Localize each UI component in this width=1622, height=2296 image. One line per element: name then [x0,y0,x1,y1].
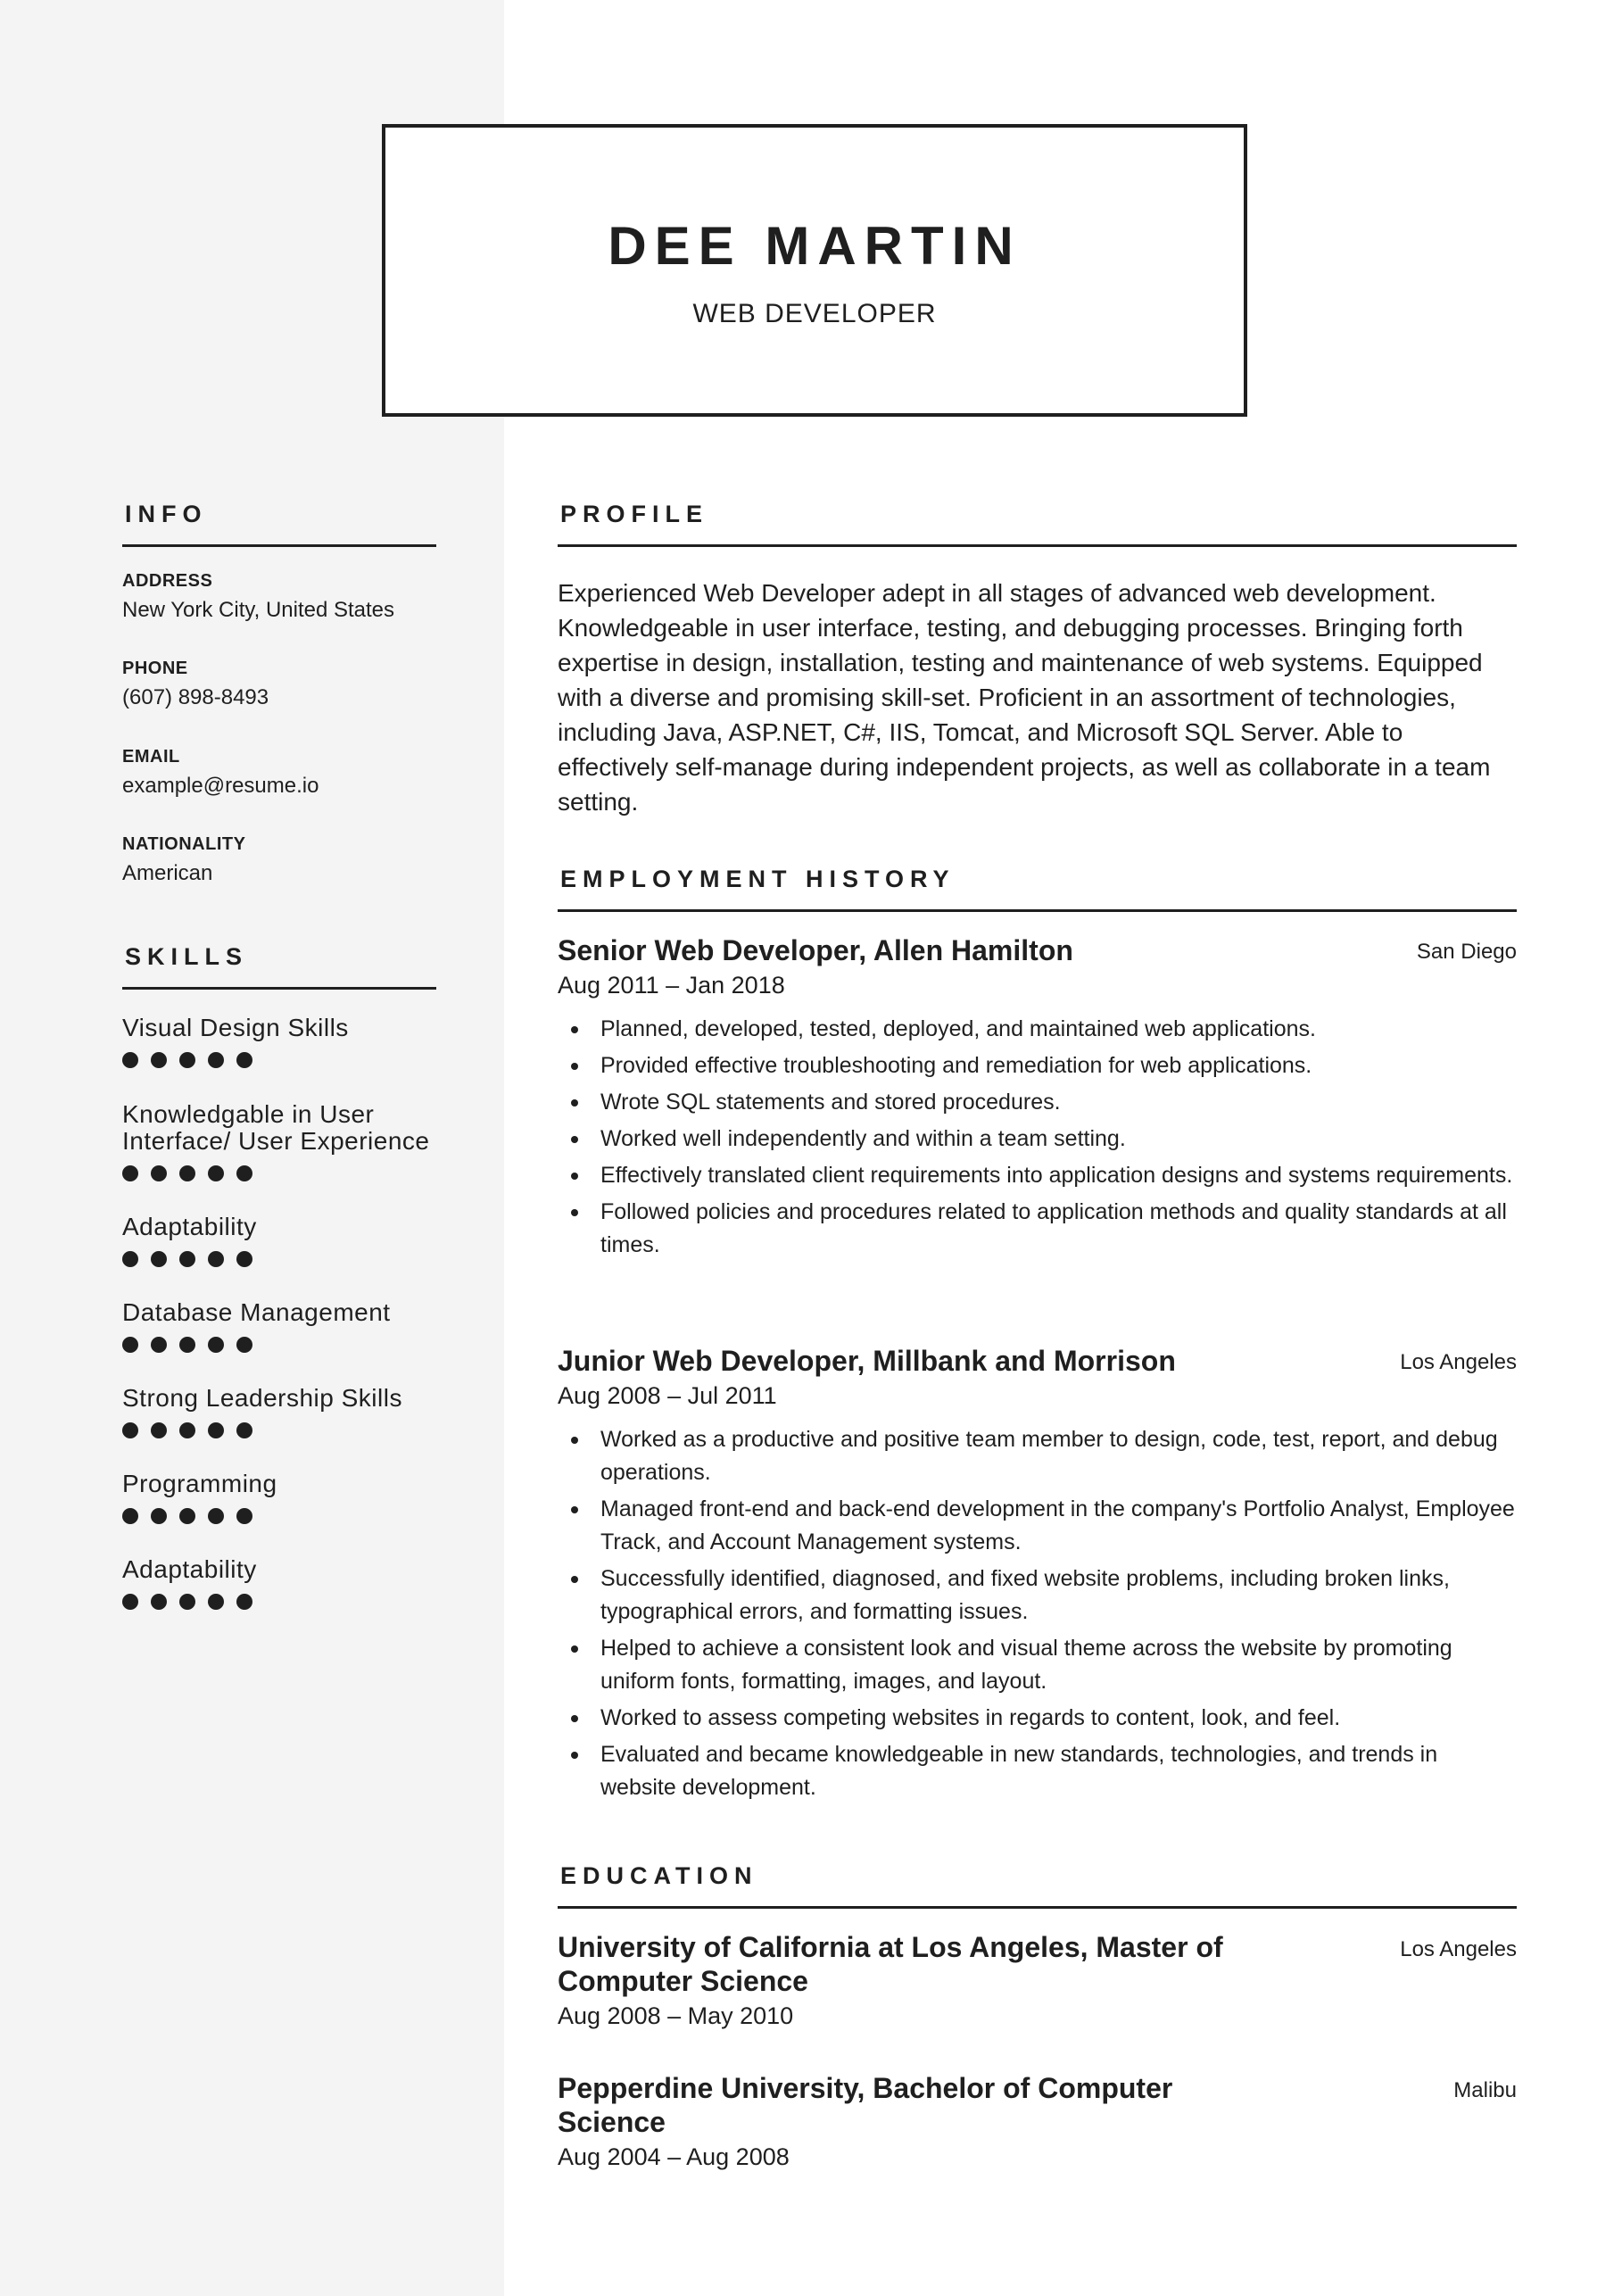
skill-rating-dot [151,1337,167,1353]
profile-heading: PROFILE [560,501,709,527]
job-title: Senior Web Developer, Allen Hamilton [558,934,1073,966]
skill-rating-dot [122,1052,138,1068]
skill-name: Visual Design Skills [122,1014,349,1041]
skill-rating-dot [151,1422,167,1438]
skill-rating-dot [122,1594,138,1610]
skill-name: Adaptability [122,1555,257,1583]
job-bullets [558,1013,1517,1262]
education-divider [558,1906,1517,1909]
skills-heading: SKILLS [125,943,249,970]
candidate-name: DEE MARTIN [608,216,1022,276]
skill-rating-dot [179,1052,195,1068]
education-entry [558,1930,1517,2034]
job-city: Los Angeles [1400,1350,1517,1374]
skill-item [122,1471,436,1526]
job-bullet: Worked well independently and within a team setting. [558,1123,1517,1156]
job-title: Junior Web Developer, Millbank and Morrison [558,1345,1176,1377]
nationality-value: American [122,861,213,885]
job-bullet: Helped to achieve a consistent look and visual theme across the website by promoting uniform fonts, formatting, images, and layout. [558,1632,1517,1698]
employment-section-header [558,866,1517,912]
job-bullet: Worked to assess competing websites in regards to content, look, and feel. [558,1702,1517,1735]
job-bullet: Managed front-end and back-end development in the company's Portfolio Analyst, Employee Track, and Account Management systems. [558,1493,1517,1559]
profile-text: Experienced Web Developer adept in all stages of advanced web development. Knowledgeable in user interface, testing, and debugging processes. Bringing forth expertise in design, installation, testing and maintenance of web systems. Equipped with a diverse and promising skill-set. Proficient in an assortment of technologies, including Java, ASP.NET, C#, IIS, Tomcat, and Microsoft SQL Server. Able to effectively self-manage during independent projects, as well as collaborate in a team setting. [558,579,1491,816]
employment-heading: EMPLOYMENT HISTORY [560,866,956,892]
skill-rating [122,1251,436,1269]
name-header-box [382,124,1247,417]
job-city: San Diego [1416,940,1517,964]
job-bullet: Wrote SQL statements and stored procedures. [558,1086,1517,1119]
skill-rating-dot [122,1508,138,1524]
skill-rating-dot [208,1422,224,1438]
job-entry [558,932,1517,1265]
education-section-header [558,1862,1517,1909]
candidate-title: WEB DEVELOPER [692,299,937,328]
skill-rating-dot [122,1422,138,1438]
skill-rating-dot [236,1165,252,1181]
job-bullet: Provided effective troubleshooting and remediation for web applications. [558,1049,1517,1082]
education-heading: EDUCATION [560,1862,758,1889]
email-label: EMAIL [122,747,180,767]
address-label: ADDRESS [122,571,213,591]
email-value: example@resume.io [122,774,319,798]
skill-rating [122,1422,436,1440]
skill-rating-dot [151,1594,167,1610]
skill-name: Programming [122,1470,277,1497]
skill-item [122,1556,436,1612]
profile-divider [558,544,1517,547]
skill-rating-dot [122,1251,138,1267]
skill-rating-dot [236,1508,252,1524]
info-section-header [122,501,436,547]
skill-rating-dot [179,1251,195,1267]
skill-rating-dot [179,1422,195,1438]
skill-rating-dot [208,1337,224,1353]
skill-rating-dot [236,1337,252,1353]
job-bullet: Planned, developed, tested, deployed, and maintained web applications. [558,1013,1517,1046]
skill-item [122,1385,436,1440]
address-value: New York City, United States [122,598,395,622]
skill-item [122,1015,436,1070]
info-divider [122,544,436,547]
info-heading: INFO [125,501,208,527]
job-bullets [558,1423,1517,1804]
skill-rating-dot [179,1337,195,1353]
job-bullet: Followed policies and procedures related to application methods and quality standards at all times. [558,1196,1517,1262]
education-title: University of California at Los Angeles, Master of Computer Science [558,1931,1223,1997]
skill-rating-dot [179,1165,195,1181]
skill-rating-dot [122,1337,138,1353]
skill-rating [122,1508,436,1526]
skill-rating [122,1337,436,1355]
skills-section-header [122,943,436,990]
education-dates: Aug 2008 – May 2010 [558,2002,794,2029]
job-bullet: Worked as a productive and positive team member to design, code, test, report, and debug operations. [558,1423,1517,1489]
phone-value: (607) 898-8493 [122,685,269,709]
skill-rating-dot [236,1594,252,1610]
job-bullet: Successfully identified, diagnosed, and fixed website problems, including broken links, typographical errors, and formatting issues. [558,1562,1517,1629]
skill-rating-dot [208,1508,224,1524]
skill-rating [122,1594,436,1612]
employment-divider [558,909,1517,912]
phone-label: PHONE [122,659,188,678]
job-bullet: Effectively translated client requirements into application designs and systems requirements. [558,1159,1517,1192]
education-dates: Aug 2004 – Aug 2008 [558,2143,790,2170]
skill-rating [122,1165,436,1183]
education-city: Malibu [1453,2078,1517,2102]
skill-rating-dot [236,1251,252,1267]
skill-name: Database Management [122,1298,391,1326]
skill-item [122,1214,436,1269]
skill-rating-dot [122,1165,138,1181]
skill-rating-dot [208,1251,224,1267]
skill-name: Strong Leadership Skills [122,1384,402,1412]
skill-name: Adaptability [122,1213,257,1240]
skill-item [122,1101,436,1183]
skill-item [122,1299,436,1355]
job-bullet: Evaluated and became knowledgeable in new standards, technologies, and trends in website development. [558,1738,1517,1804]
education-title: Pepperdine University, Bachelor of Computer Science [558,2072,1173,2138]
education-entry [558,2071,1517,2175]
skill-rating-dot [179,1594,195,1610]
skill-rating [122,1052,436,1070]
job-entry [558,1343,1517,1808]
skill-rating-dot [151,1508,167,1524]
skill-rating-dot [151,1052,167,1068]
skill-rating-dot [208,1594,224,1610]
job-dates: Aug 2011 – Jan 2018 [558,972,785,999]
skill-rating-dot [151,1251,167,1267]
job-dates: Aug 2008 – Jul 2011 [558,1382,777,1409]
skill-rating-dot [179,1508,195,1524]
skills-divider [122,987,436,990]
skill-rating-dot [236,1052,252,1068]
skill-rating-dot [208,1052,224,1068]
skill-rating-dot [236,1422,252,1438]
nationality-label: NATIONALITY [122,834,246,854]
skill-rating-dot [208,1165,224,1181]
education-city: Los Angeles [1400,1937,1517,1961]
skill-rating-dot [151,1165,167,1181]
skill-name: Knowledgable in User Interface/ User Experience [122,1100,430,1155]
profile-section-header [558,501,1517,547]
